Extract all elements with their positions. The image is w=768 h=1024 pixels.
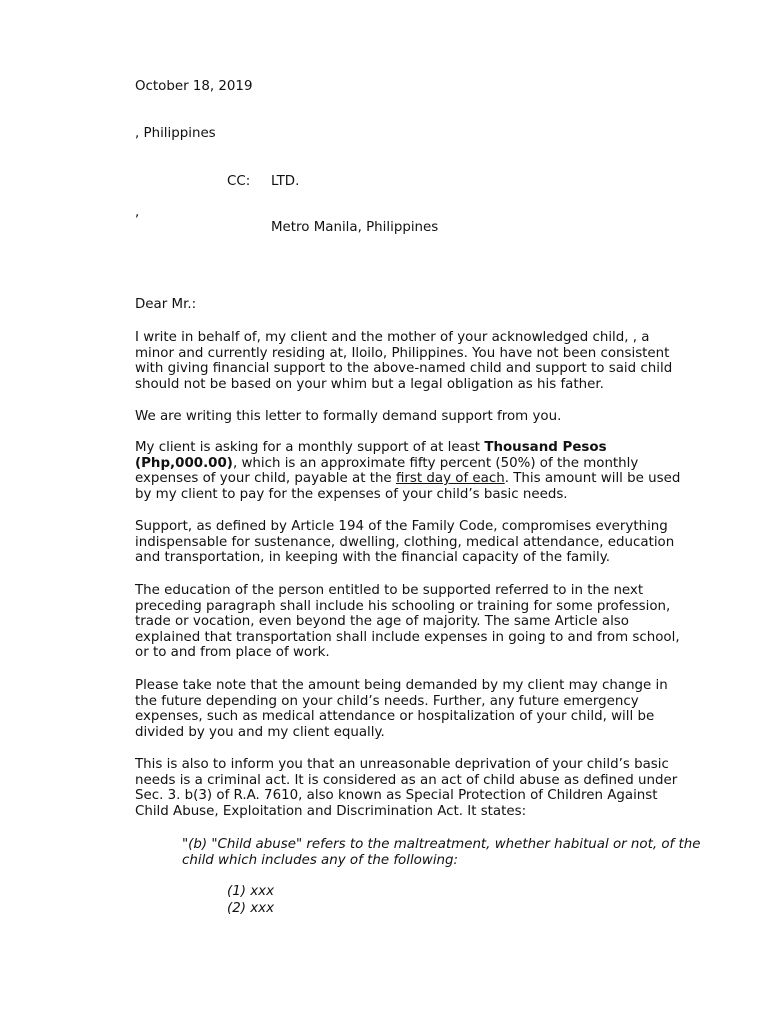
paragraph-7 [135, 757, 683, 819]
paragraph-6 [135, 678, 683, 740]
paragraph-3-post: . This amount will be used by my client to pay for the expenses of your child’s basic needs. [135, 471, 681, 502]
paragraph-7-text: This is also to inform you that an unreasonable deprivation of your child’s basic needs is a criminal act. It is considered as an act of child abuse as defined under Sec. 3. b(3) of R.A. 7610, also known as Special Protection of Children Against Child Abuse, Exploitation and Discrimination Act. It states: [135, 757, 678, 819]
paragraph-2-text: We are writing this letter to formally demand support from you. [135, 409, 562, 424]
cc-name: LTD. [271, 174, 300, 189]
paragraph-3-pre: My client is asking for a monthly support of at least [135, 440, 485, 455]
paragraph-1-text: I write in behalf of, my client and the mother of your acknowledged child, , a minor and currently residing at, Iloilo, Philippines. You have not been consistent with giving financial support to the above-named child and support to said child should not be based on your whim but a legal obligation as his father. [135, 330, 673, 392]
letter-date: October 18, 2019 [135, 79, 253, 94]
cc-label: CC: [227, 174, 251, 189]
quote-item: (1) xxx [227, 884, 274, 899]
paragraph-4 [135, 519, 683, 566]
paragraph-1 [135, 330, 683, 392]
quote-item: (2) xxx [227, 901, 274, 916]
recipient-address: , Philippines [135, 126, 216, 141]
paragraph-6-text: Please take note that the amount being demanded by my client may change in the future depending on your child’s needs. Further, any future emergency expenses, such as medical attendance or hospitalization of your child, will be divided by you and my client equally. [135, 678, 668, 740]
support-amount: Thousand Pesos (Php,000.00) [135, 440, 607, 471]
paragraph-3-mid: , which is an approximate fifty percent (50%) of the monthly expenses of your child, payable at the [135, 455, 639, 487]
law-quote: "(b) "Child abuse" refers to the maltreatment, whether habitual or not, of the child which includes any of the following: [182, 837, 701, 868]
paragraph-3-text [135, 440, 683, 502]
cc-address: Metro Manila, Philippines [271, 220, 439, 235]
salutation: Dear Mr.: [135, 297, 197, 312]
paragraph-5-text: The education of the person entitled to be supported referred to in the next preceding paragraph shall include his schooling or training for some profession, trade or vocation, even beyond the age of majority. The same Article also explained that transportation shall include expenses in going to and from school, or to and from place of work. [135, 583, 680, 661]
paragraph-3 [135, 440, 683, 502]
cc-comma: , [135, 205, 140, 220]
paragraph-5 [135, 583, 683, 661]
payment-date-term: first day of each [395, 471, 505, 487]
paragraph-2 [135, 409, 683, 425]
paragraph-4-text: Support, as defined by Article 194 of the Family Code, compromises everything indispensable for sustenance, dwelling, clothing, medical attendance, education and transportation, in keeping with the financial capacity of the family. [135, 519, 675, 566]
